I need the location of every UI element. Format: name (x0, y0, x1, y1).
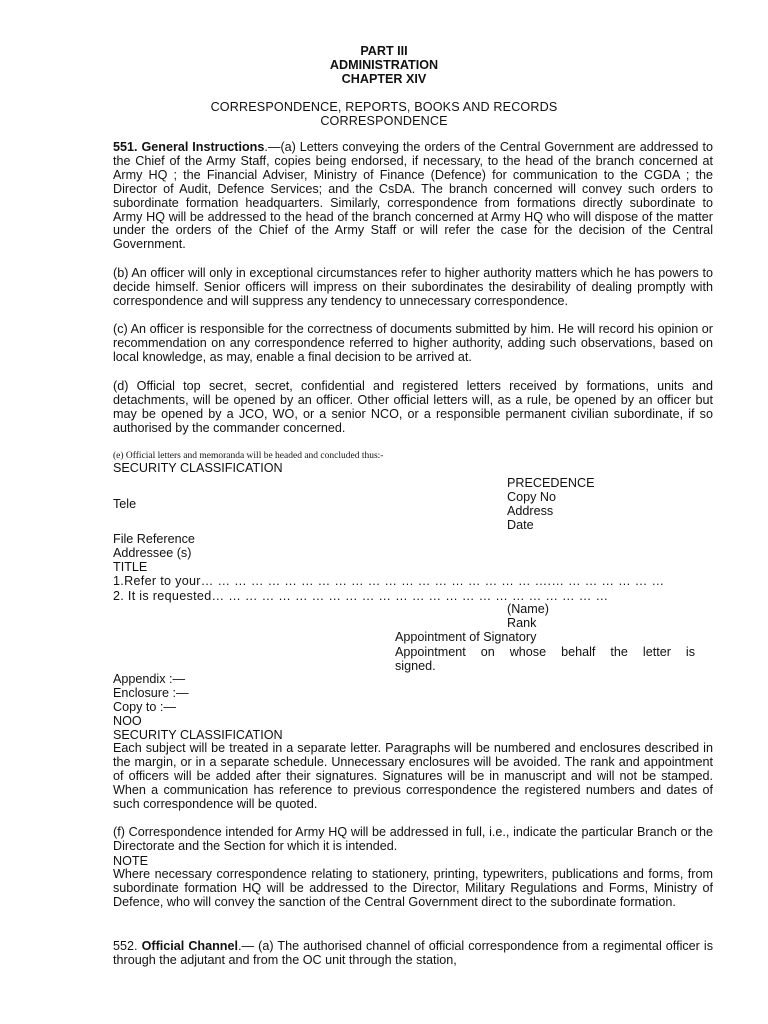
subheading-line1: CORRESPONDENCE, REPORTS, BOOKS AND RECORDS (210, 100, 558, 114)
paragraph-title: Official Channel (141, 939, 239, 953)
paragraph-text: .— (a) The authorised channel of official correspondence from a regimental officer is through the adjutant and from the OC unit through the station, (113, 939, 714, 967)
date-label: Date (507, 518, 534, 532)
appendix-label: Appendix :— (113, 672, 186, 686)
appointment-behalf-line1: Appointment on whose behalf the letter is (395, 645, 695, 659)
paragraph-number: 552. (113, 939, 138, 953)
title-label: TITLE (113, 560, 148, 574)
paragraph-551-e: (e) Official letters and memoranda will be headed and concluded thus:- (113, 451, 384, 461)
paragraph-551-f: (f) Correspondence intended for Army HQ will be addressed in full, i.e., indicate the particular Branch or the Directorate and the Section for which it is intended. (113, 825, 713, 853)
copy-to-label: Copy to :— (113, 700, 176, 714)
requested-line: 2. It is requested… … … … … … … … … … … … … … … … … … … … … … … … (113, 589, 609, 603)
paragraph-text: .—(a) Letters conveying the orders of the Central Government are addressed to the Chief of the Army Staff, copies being endorsed, if necessary, to the head of the branch concerned at Army HQ ; the Financial Adviser, Ministry of Finance (Defence) for communication to the CGDA ; the Director of Audit, Defence Services; and the CsDA. The branch concerned will convey such orders to subordinate formation headquarters. Similarly, correspondence from formations directly subordinate to Army HQ will be addressed to the head of the branch concerned at Army HQ who will dispose of the matter under the orders of the Chief of the Army Staff or will refer the case for the decision of the Central Government. (113, 140, 713, 252)
paragraph-552 (113, 940, 713, 968)
paragraph-number: 551. (113, 140, 138, 154)
tele-label: Tele (113, 497, 137, 511)
chapter-heading: CHAPTER XIV (341, 72, 427, 86)
copy-no-label: Copy No (507, 490, 556, 504)
appointment-signatory-label: Appointment of Signatory (395, 630, 537, 644)
appointment-behalf-line2: signed. (395, 659, 436, 673)
security-classification-bottom: SECURITY CLASSIFICATION (113, 728, 283, 742)
address-label: Address (507, 504, 554, 518)
enclosure-label: Enclosure :— (113, 686, 189, 700)
rank-label: Rank (507, 616, 537, 630)
subheading-line2: CORRESPONDENCE (320, 114, 448, 128)
precedence-label: PRECEDENCE (507, 476, 595, 490)
paragraph-551-c: (c) An officer is responsible for the correctness of documents submitted by him. He will record his opinion or recommendation on any correspondence referred to higher authority, adding such observations, based on local knowledge, as may, enable a final decision to be arrived at. (113, 322, 713, 364)
note-paragraph: Where necessary correspondence relating to stationery, printing, typewriters, publications and forms, from subordinate formation HQ will be addressed to the Director, Military Regulations and Forms, Ministry of Defence, who will convey the sanction of the Central Government direct to the subordinate formation. (113, 867, 713, 909)
part-heading: PART III (360, 44, 408, 58)
paragraph-551-b: (b) An officer will only in exceptional circumstances refer to higher authority matters which he has powers to decide himself. Senior officers will impress on their subordinates the desirability of dealing promptly with correspondence and will suppress any tendency to unnecessary correspondence. (113, 266, 713, 308)
security-classification-top: SECURITY CLASSIFICATION (113, 461, 283, 475)
paragraph-title: General Instructions (141, 140, 265, 154)
addressee-label: Addressee (s) (113, 546, 192, 560)
paragraph-551-d: (d) Official top secret, secret, confidential and registered letters received by formations, units and detachments, will be opened by an officer. Other official letters will, as a rule, be opened by an officer but may be opened by a JCO, WO, or a senior NCO, or a responsible permanent civilian subordinate, if so authorised by the commander concerned. (113, 379, 713, 435)
note-label: NOTE (113, 854, 148, 868)
section-heading: ADMINISTRATION (329, 58, 439, 72)
name-label: (Name) (507, 602, 549, 616)
file-reference-label: File Reference (113, 532, 195, 546)
noo-label: NOO (113, 714, 142, 728)
refer-line: 1.Refer to your… … … … … … … … … … … … … … … … … … … … ….… … … … … … … (113, 574, 665, 588)
paragraph-551-a (113, 141, 713, 252)
subject-paragraph: Each subject will be treated in a separate letter. Paragraphs will be numbered and enclosures described in the margin, or in a separate schedule. Unnecessary enclosures will be avoided. The rank and appointment of officers will be added after their signatures. Signatures will be in manuscript and will not be stamped. When a communication has reference to previous correspondence the registered numbers and dates of such correspondence will be quoted. (113, 741, 713, 811)
